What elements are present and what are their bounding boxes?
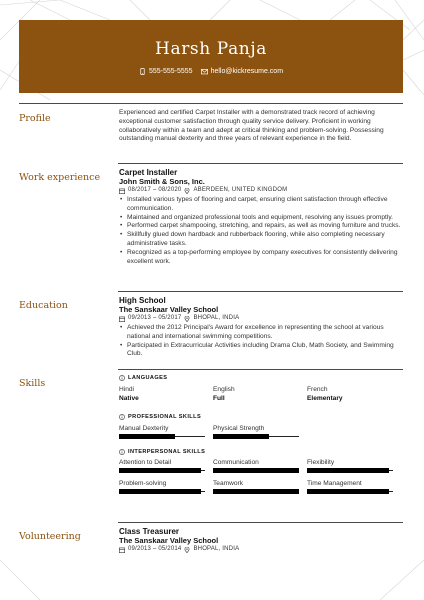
calendar-icon xyxy=(119,316,125,322)
languages-grid xyxy=(119,385,401,403)
language-item xyxy=(213,385,307,403)
divider xyxy=(19,103,403,104)
location-pin-icon xyxy=(184,316,190,322)
skill-level-bar xyxy=(119,489,205,494)
volunteering-location: BHOPAL, INDIA xyxy=(193,546,240,552)
info-circle-icon xyxy=(119,375,125,381)
degree-title: High School xyxy=(119,296,166,305)
skill-name: Flexibility xyxy=(307,459,335,467)
contact-row xyxy=(19,68,403,75)
volunteering-entry xyxy=(119,527,401,554)
phone-icon xyxy=(139,68,146,75)
volunteering-dates: 09/2013 – 05/2014 xyxy=(128,546,182,552)
divider xyxy=(118,369,403,370)
skill-item xyxy=(119,479,213,500)
list-item: • Recognized as a top-performing employee by company executives for consistently delivering excellent work. xyxy=(119,249,401,267)
skill-name: Problem-solving xyxy=(119,480,167,488)
section-title-education: Education xyxy=(19,300,68,311)
volunteering-meta xyxy=(119,545,401,554)
divider xyxy=(118,522,403,523)
languages-heading xyxy=(119,374,401,383)
skill-item xyxy=(307,458,401,479)
skill-level-bar xyxy=(213,468,299,473)
skill-level-bar xyxy=(119,468,205,473)
divider xyxy=(118,291,403,292)
list-item: • Skillfully glued down hardback and rubberback flooring, while also completing necessary administrative tasks. xyxy=(119,231,401,249)
list-item: • Performed carpet shampooing, stretching, and repairs, as well as moving furniture and trucks. xyxy=(119,222,401,231)
list-item: • Maintained and organized professional tools and equipment, resolving any issues promptly. xyxy=(119,214,401,223)
skill-item xyxy=(119,458,213,479)
job-title: Carpet Installer xyxy=(119,168,178,177)
volunteer-role: Class Treasurer xyxy=(119,527,180,536)
section-title-profile: Profile xyxy=(19,113,51,124)
phone-item xyxy=(139,68,193,75)
skill-name: Physical Strength xyxy=(213,424,265,432)
skill-level-bar xyxy=(307,468,393,473)
languages-label: LANGUAGES xyxy=(128,375,168,381)
resume-header xyxy=(19,20,403,93)
language-level: Native xyxy=(119,394,139,402)
skill-item xyxy=(119,424,213,445)
section-title-work: Work experience xyxy=(19,172,101,183)
skill-level-bar xyxy=(213,489,299,494)
section-title-volunteering: Volunteering xyxy=(19,531,81,542)
volunteer-org: The Sanskaar Valley School xyxy=(119,536,219,545)
skill-level-bar xyxy=(307,489,393,494)
education-entry xyxy=(119,296,401,359)
company-name: John Smith & Sons, Inc. xyxy=(119,177,205,186)
skill-item xyxy=(213,479,307,500)
info-circle-icon xyxy=(119,449,125,455)
professional-skills-grid xyxy=(119,424,401,445)
language-name: Hindi xyxy=(119,385,135,393)
location-pin-icon xyxy=(184,547,190,553)
phone-text: 555-555-5555 xyxy=(148,68,193,75)
section-title-skills: Skills xyxy=(19,378,46,389)
calendar-icon xyxy=(119,547,125,553)
candidate-name: Harsh Panja xyxy=(155,39,267,59)
location-pin-icon xyxy=(184,188,190,194)
email-item xyxy=(201,68,283,75)
calendar-icon xyxy=(119,188,125,194)
education-dates: 09/2013 – 05/2017 xyxy=(128,315,182,321)
education-bullets xyxy=(119,324,401,359)
professional-skills-label: PROFESSIONAL SKILLS xyxy=(128,413,202,420)
skill-item xyxy=(213,424,307,445)
work-entry xyxy=(119,168,401,266)
work-location: ABERDEEN, UNITED KINGDOM xyxy=(193,187,288,193)
work-bullets xyxy=(119,196,401,266)
email-icon xyxy=(201,68,208,75)
language-item xyxy=(307,385,401,403)
interpersonal-skills-heading xyxy=(119,448,401,457)
email-text: hello@kickresume.com xyxy=(210,68,284,75)
list-item: • Participated in Extracurricular Activities including Drama Club, Math Society, and Swimming Club. xyxy=(119,342,401,360)
skill-name: Manual Dexterity xyxy=(119,424,169,432)
language-item xyxy=(119,385,213,403)
list-item: • Achieved the 2012 Principal's Award for excellence in representing the school at various national and international swimming competitions. xyxy=(119,324,401,342)
language-level: Full xyxy=(213,394,225,402)
skill-name: Teamwork xyxy=(213,480,244,488)
skills-block xyxy=(119,374,401,500)
skill-item xyxy=(307,479,401,500)
skill-name: Attention to Detail xyxy=(119,459,172,467)
info-circle-icon xyxy=(119,414,125,420)
skill-name: Communication xyxy=(213,459,259,467)
school-name: The Sanskaar Valley School xyxy=(119,305,219,314)
professional-skills-heading xyxy=(119,413,401,422)
education-meta xyxy=(119,314,401,323)
skill-item xyxy=(213,458,307,479)
language-name: English xyxy=(213,385,235,393)
education-location: BHOPAL, INDIA xyxy=(193,315,240,321)
language-level: Elementary xyxy=(307,394,343,402)
divider xyxy=(118,163,403,164)
language-name: French xyxy=(307,385,328,393)
profile-text: Experienced and certified Carpet Installer with a demonstrated track record of achieving exceptional customer satisfaction through quality service delivery. Proficient in working collaboratively within a team and adept at critical thinking and problem-solving. Possessing outstanding manual dexterity and three years of relevant experience in the field. xyxy=(119,109,384,143)
skill-level-bar xyxy=(213,434,299,439)
interpersonal-skills-grid xyxy=(119,458,401,500)
skill-name: Time Management xyxy=(307,480,362,488)
work-dates: 08/2017 – 08/2020 xyxy=(128,187,182,193)
work-meta xyxy=(119,186,401,195)
interpersonal-skills-label: INTERPERSONAL SKILLS xyxy=(128,448,206,455)
skill-level-bar xyxy=(119,434,205,439)
list-item: • Installed various types of flooring and carpet, ensuring client satisfaction through effective communication. xyxy=(119,196,401,214)
